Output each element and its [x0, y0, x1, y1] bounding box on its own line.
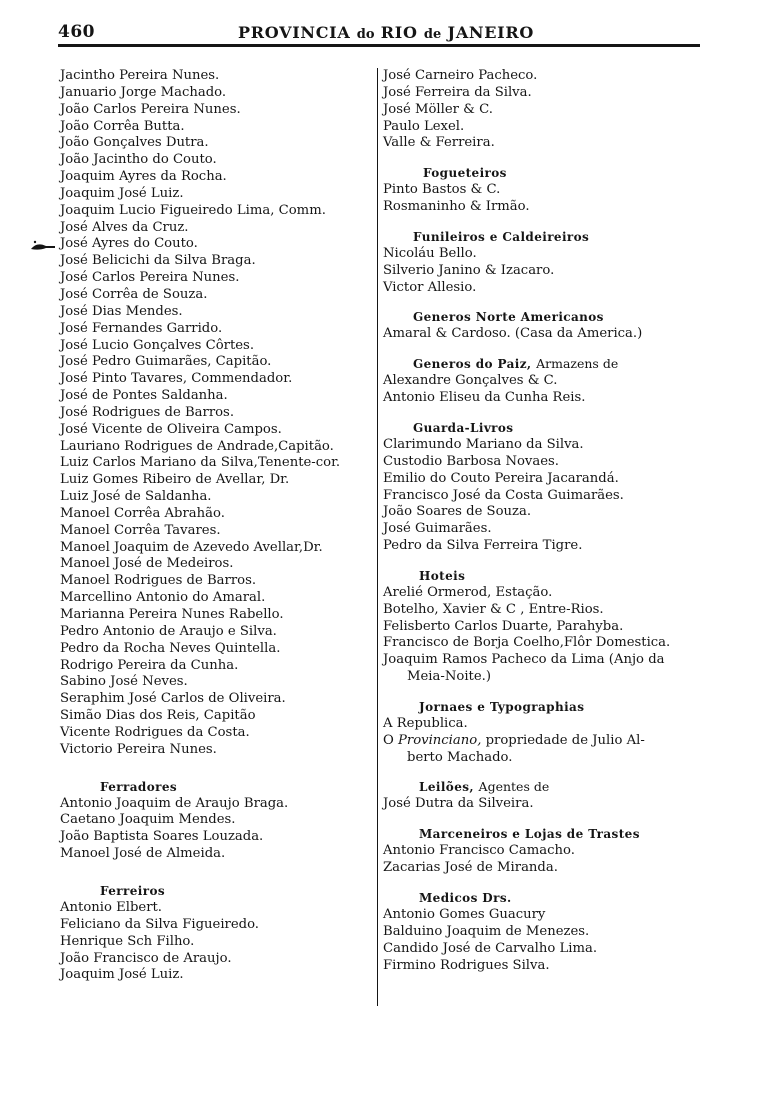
section-list-ferradores [60, 796, 374, 863]
list-item: Antonio Francisco Camacho. [383, 843, 575, 859]
list-item: Manoel José de Almeida. [60, 846, 226, 862]
list-item: Victor Allesio. [383, 279, 477, 295]
section-heading-leiloes-title: Leilões, [419, 780, 474, 795]
section-list-funileiros [383, 246, 701, 297]
right-column [383, 68, 701, 974]
list-item: José Pedro Guimarães, Capitão. [60, 354, 272, 370]
list-item: José Möller & C. [383, 101, 493, 117]
list-item: Alexandre Gonçalves & C. [383, 373, 558, 389]
list-item: José Lucio Gonçalves Côrtes. [60, 337, 255, 353]
list-item: Pinto Bastos & C. [383, 182, 501, 198]
list-item: Seraphim José Carlos de Oliveira. [60, 691, 286, 707]
list-item-continuation: berto Machado. [407, 749, 513, 765]
list-item-continuation: Meia-Noite.) [407, 669, 491, 685]
list-item: Botelho, Xavier & C , Entre-Rios. [383, 601, 604, 617]
section-heading-leiloes [383, 778, 701, 796]
section-heading-generos-do-paiz [383, 355, 701, 373]
list-item: Felisberto Carlos Duarte, Parahyba. [383, 618, 624, 634]
section-heading-generos-do-paiz-title: Generos do Paiz, [413, 357, 532, 372]
section-heading-jornaes: Jornaes e Typographias [419, 699, 585, 714]
right-top-list [383, 68, 701, 152]
header-rule [58, 44, 700, 47]
list-item: Rosmaninho & Irmão. [383, 199, 530, 215]
list-item: Pedro da Rocha Neves Quintella. [60, 640, 281, 656]
section-list-generos-do-paiz [383, 373, 701, 407]
list-item: Antonio Elbert. [60, 899, 162, 915]
title-word-rio: RIO [380, 23, 418, 42]
list-item: Nicoláu Bello. [383, 245, 477, 261]
list-item: Jacintho Pereira Nunes. [60, 68, 220, 83]
section-list-jornaes [383, 716, 701, 767]
section-list-medicos [383, 907, 701, 974]
list-item: Antonio Eliseu da Cunha Reis. [383, 390, 586, 406]
list-item: Francisco José da Costa Guimarães. [383, 487, 624, 503]
list-item: Balduino Joaquim de Menezes. [383, 923, 590, 939]
list-item: João Francisco de Araujo. [60, 950, 232, 966]
section-list-generos-norte-americanos [383, 326, 701, 343]
list-item: José Fernandes Garrido. [60, 320, 223, 336]
list-item: João Jacintho do Couto. [60, 152, 217, 168]
list-item: José de Pontes Saldanha. [60, 388, 228, 404]
list-item: José Belicichi da Silva Braga. [60, 253, 256, 269]
list-item: Victorio Pereira Nunes. [60, 741, 217, 757]
list-item: João Carlos Pereira Nunes. [60, 101, 241, 117]
list-item: José Carlos Pereira Nunes. [60, 270, 240, 286]
list-item: Lauriano Rodrigues de Andrade,Capitão. [60, 438, 334, 454]
list-item: Simão Dias dos Reis, Capitão [60, 708, 256, 724]
list-item: Pedro da Silva Ferreira Tigre. [383, 538, 583, 554]
list-item: José Guimarães. [383, 521, 492, 537]
list-item: Custodio Barbosa Novaes. [383, 453, 559, 469]
list-item: Amaral & Cardoso. (Casa da America.) [383, 326, 643, 342]
list-item: Paulo Lexel. [383, 118, 465, 134]
section-list-ferreiros [60, 900, 374, 984]
section-heading-fogueteiros: Fogueteiros [423, 166, 507, 181]
list-item: José Rodrigues de Barros. [60, 404, 235, 420]
section-list-leiloes [383, 796, 701, 813]
title-word-de: de [423, 27, 442, 42]
list-item: Zacarias José de Miranda. [383, 860, 558, 876]
section-heading-hoteis: Hoteis [419, 568, 466, 583]
section-list-fogueteiros [383, 182, 701, 216]
list-item: Manoel Corrêa Tavares. [60, 522, 221, 538]
section-heading-leiloes-suffix: Agentes de [478, 779, 550, 795]
list-item: Clarimundo Mariano da Silva. [383, 436, 584, 452]
list-item: Silverio Janino & Izacaro. [383, 262, 555, 278]
list-item: Arelié Ormerod, Estação. [383, 584, 553, 600]
list-item: Luiz José de Saldanha. [60, 489, 212, 505]
section-heading-guarda-livros: Guarda-Livros [413, 420, 514, 435]
section-heading-marceneiros: Marceneiros e Lojas de Trastes [419, 827, 640, 842]
list-item: Marcellino Antonio do Amaral. [60, 590, 266, 606]
list-item: Manoel Joaquim de Azevedo Avellar,Dr. [60, 539, 323, 555]
list-item: Joaquim Ayres da Rocha. [60, 169, 227, 185]
list-item: José Alves da Cruz. [60, 219, 189, 235]
left-name-list [60, 68, 374, 759]
list-item: João Soares de Souza. [383, 504, 532, 520]
list-item: José Carneiro Pacheco. [383, 68, 538, 83]
section-heading-generos-norte-americanos: Generos Norte Americanos [413, 310, 604, 325]
list-item: Feliciano da Silva Figueiredo. [60, 916, 260, 932]
newspaper-title: Provinciano, [398, 732, 482, 748]
list-item: Sabino José Neves. [60, 674, 188, 690]
column-divider [377, 68, 378, 1006]
page-number: 460 [58, 22, 95, 42]
list-item: João Gonçalves Dutra. [60, 135, 209, 151]
list-item: Emilio do Couto Pereira Jacarandá. [383, 470, 619, 486]
section-heading-ferreiros: Ferreiros [100, 883, 166, 898]
list-item: Pedro Antonio de Araujo e Silva. [60, 623, 277, 639]
list-item: Firmino Rodrigues Silva. [383, 957, 550, 973]
list-item: Vicente Rodrigues da Costa. [60, 724, 250, 740]
list-item-suffix: propriedade de Julio Al- [485, 732, 645, 748]
list-item: Antonio Joaquim de Araujo Braga. [60, 795, 289, 811]
list-item: Joaquim Ramos Pacheco da Lima (Anjo da [383, 652, 665, 668]
title-word-janeiro: JANEIRO [447, 23, 534, 42]
list-item: Henrique Sch Filho. [60, 933, 195, 949]
list-item: José Dutra da Silveira. [383, 796, 534, 812]
list-item: Valle & Ferreira. [383, 135, 495, 151]
list-item: Joaquim Lucio Figueiredo Lima, Comm. [60, 202, 326, 218]
title-word-do: do [356, 27, 375, 42]
list-item: Marianna Pereira Nunes Rabello. [60, 607, 284, 622]
list-item: João Corrêa Butta. [60, 118, 185, 134]
list-item: José Dias Mendes. [60, 303, 183, 319]
list-item: Francisco de Borja Coelho,Flôr Domestica. [383, 635, 671, 651]
list-item: João Baptista Soares Louzada. [60, 829, 264, 845]
section-list-marceneiros [383, 843, 701, 877]
list-item: Antonio Gomes Guacury [383, 907, 546, 922]
list-item: Joaquim José Luiz. [60, 185, 184, 201]
list-item-prefix: O [383, 732, 394, 748]
section-heading-ferradores: Ferradores [100, 779, 178, 794]
list-item [383, 733, 701, 750]
list-item: Luiz Carlos Mariano da Silva,Tenente-cor. [60, 455, 341, 471]
list-item: Rodrigo Pereira da Cunha. [60, 657, 239, 673]
list-item: Manoel Corrêa Abrahão. [60, 505, 225, 521]
list-item: Manoel José de Medeiros. [60, 556, 234, 572]
title-word-provincia: PROVINCIA [238, 23, 351, 42]
pointing-mark-icon [30, 238, 56, 254]
section-heading-generos-do-paiz-suffix: Armazens de [536, 356, 619, 372]
section-list-hoteis [383, 585, 701, 686]
running-title [238, 23, 534, 42]
list-item: Manoel Rodrigues de Barros. [60, 573, 257, 589]
list-item: Luiz Gomes Ribeiro de Avellar, Dr. [60, 472, 290, 488]
list-item: Januario Jorge Machado. [60, 84, 227, 100]
list-item: A Republica. [383, 715, 468, 731]
page-header [58, 22, 698, 44]
section-list-guarda-livros [383, 437, 701, 555]
left-column [60, 68, 374, 984]
list-item: Joaquim José Luiz. [60, 967, 184, 983]
list-item: Candido José de Carvalho Lima. [383, 940, 598, 956]
list-item: José Pinto Tavares, Commendador. [60, 371, 293, 387]
list-item: José Ferreira da Silva. [383, 84, 532, 100]
list-item: Caetano Joaquim Mendes. [60, 812, 236, 828]
list-item: José Ayres do Couto. [60, 236, 198, 252]
section-heading-medicos: Medicos Drs. [419, 891, 512, 905]
list-item: José Vicente de Oliveira Campos. [60, 421, 282, 437]
section-heading-funileiros: Funileiros e Caldeireiros [413, 229, 590, 244]
list-item: José Corrêa de Souza. [60, 286, 208, 302]
